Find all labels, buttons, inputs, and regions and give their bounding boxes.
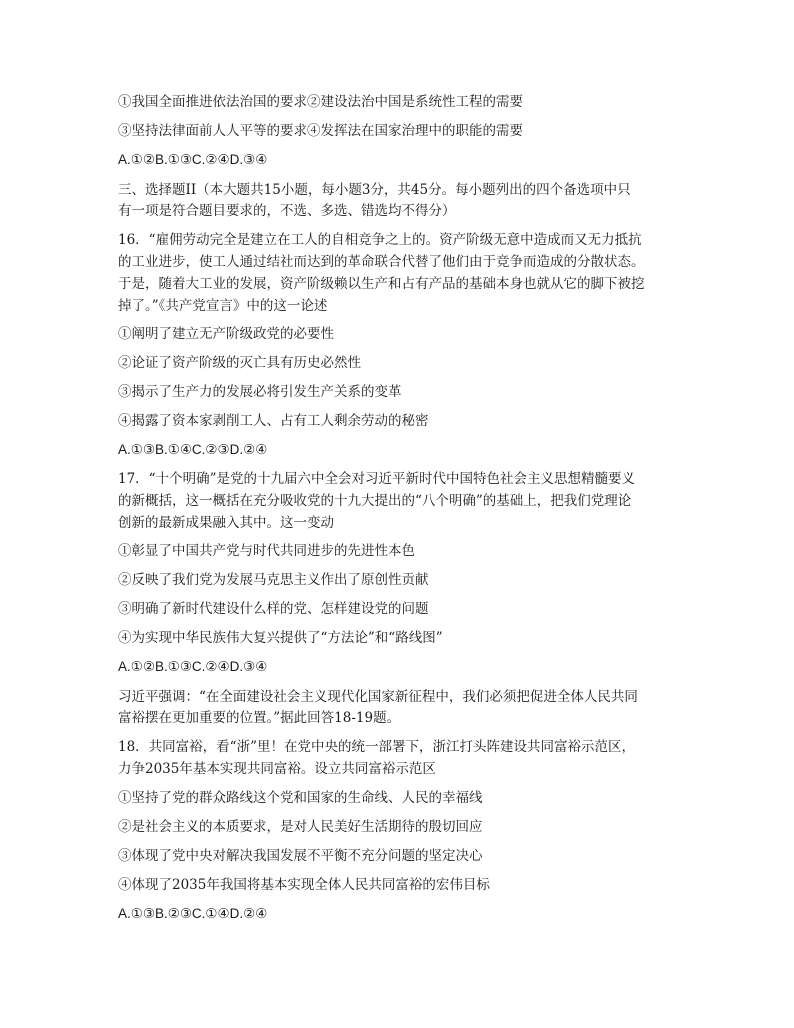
q18-stem-line-2: 力争2035年基本实现共同富裕。设立共同富裕示范区 <box>118 761 436 777</box>
q17-stem-line-3: 创新的最新成果融入其中。这一变动 <box>118 515 334 531</box>
q15-answer-choices: A.①②B.①③C.②④D.③④ <box>118 152 268 167</box>
q16-option-3: ③揭示了生产力的发展必将引发生产关系的变革 <box>118 384 402 400</box>
q17-option-4: ④为实现中华民族伟大复兴提供了“方法论”和“路线图” <box>118 630 443 646</box>
q16-option-2: ②论证了资产阶级的灭亡具有历史必然性 <box>118 355 361 371</box>
q16-stem-line-3: 于是，随着大工业的发展，资产阶级赖以生产和占有产品的基础本身也就从它的脚下被挖 <box>118 276 645 292</box>
q18-option-3: ③体现了党中央对解决我国发展不平衡不充分问题的坚定决心 <box>118 848 483 864</box>
q16-option-1: ①阐明了建立无产阶级政党的必要性 <box>118 326 334 342</box>
q15-options-line-2: ③坚持法律面前人人平等的要求④发挥法在国家治理中的职能的需要 <box>118 123 523 139</box>
q17-answer-choices: A.①②B.①③C.②④D.③④ <box>118 659 268 674</box>
q16-stem-line-4: 掉了。”《共产党宣言》中的这一论述 <box>118 298 328 314</box>
intro-18-19-line-2: 富裕摆在更加重要的位置。”据此回答18-19题。 <box>118 710 401 726</box>
intro-18-19-line-1: 习近平强调：“在全面建设社会主义现代化国家新征程中，我们必须把促进全体人民共同 <box>118 689 638 705</box>
q16-stem-line-1: 16．“雇佣劳动完全是建立在工人的自相竞争之上的。资产阶级无意中造成而又无力抵抗 <box>118 232 642 248</box>
q16-stem-line-2: 的工业进步，使工人通过结社而达到的革命联合代替了他们由于竞争而造成的分散状态。 <box>118 254 645 270</box>
q17-option-2: ②反映了我们党为发展马克思主义作出了原创性贡献 <box>118 572 429 588</box>
section3-heading-line-2: 有一项是符合题目要求的，不选、多选、错选均不得分） <box>118 203 456 219</box>
q18-answer-choices: A.①③B.②③C.①④D.②④ <box>118 906 268 921</box>
q17-stem-line-1: 17．“十个明确”是党的十九届六中全会对习近平新时代中国特色社会主义思想精髓要义 <box>118 471 635 487</box>
q15-options-line-1: ①我国全面推进依法治国的要求②建设法治中国是系统性工程的需要 <box>118 94 523 110</box>
q17-option-3: ③明确了新时代建设什么样的党、怎样建设党的问题 <box>118 601 429 617</box>
q18-option-1: ①坚持了党的群众路线这个党和国家的生命线、人民的幸福线 <box>118 790 483 806</box>
q17-stem-line-2: 的新概括，这一概括在充分吸收党的十九大提出的“八个明确”的基础上，把我们党理论 <box>118 493 632 509</box>
q18-option-2: ②是社会主义的本质要求，是对人民美好生活期待的殷切回应 <box>118 819 483 835</box>
q16-option-4: ④揭露了资本家剥削工人、占有工人剩余劳动的秘密 <box>118 413 429 429</box>
q18-stem-line-1: 18．共同富裕，看“浙”里！在党中央的统一部署下，浙江打头阵建设共同富裕示范区， <box>118 739 635 755</box>
q18-option-4: ④体现了2035年我国将基本实现全体人民共同富裕的宏伟目标 <box>118 877 490 893</box>
q16-answer-choices: A.①③B.①④C.②③D.②④ <box>118 442 268 457</box>
section3-heading-line-1: 三、选择题II（本大题共15小题，每小题3分，共45分。每小题列出的四个备选项中只 <box>118 182 631 198</box>
q17-option-1: ①彰显了中国共产党与时代共同进步的先进性本色 <box>118 543 415 559</box>
